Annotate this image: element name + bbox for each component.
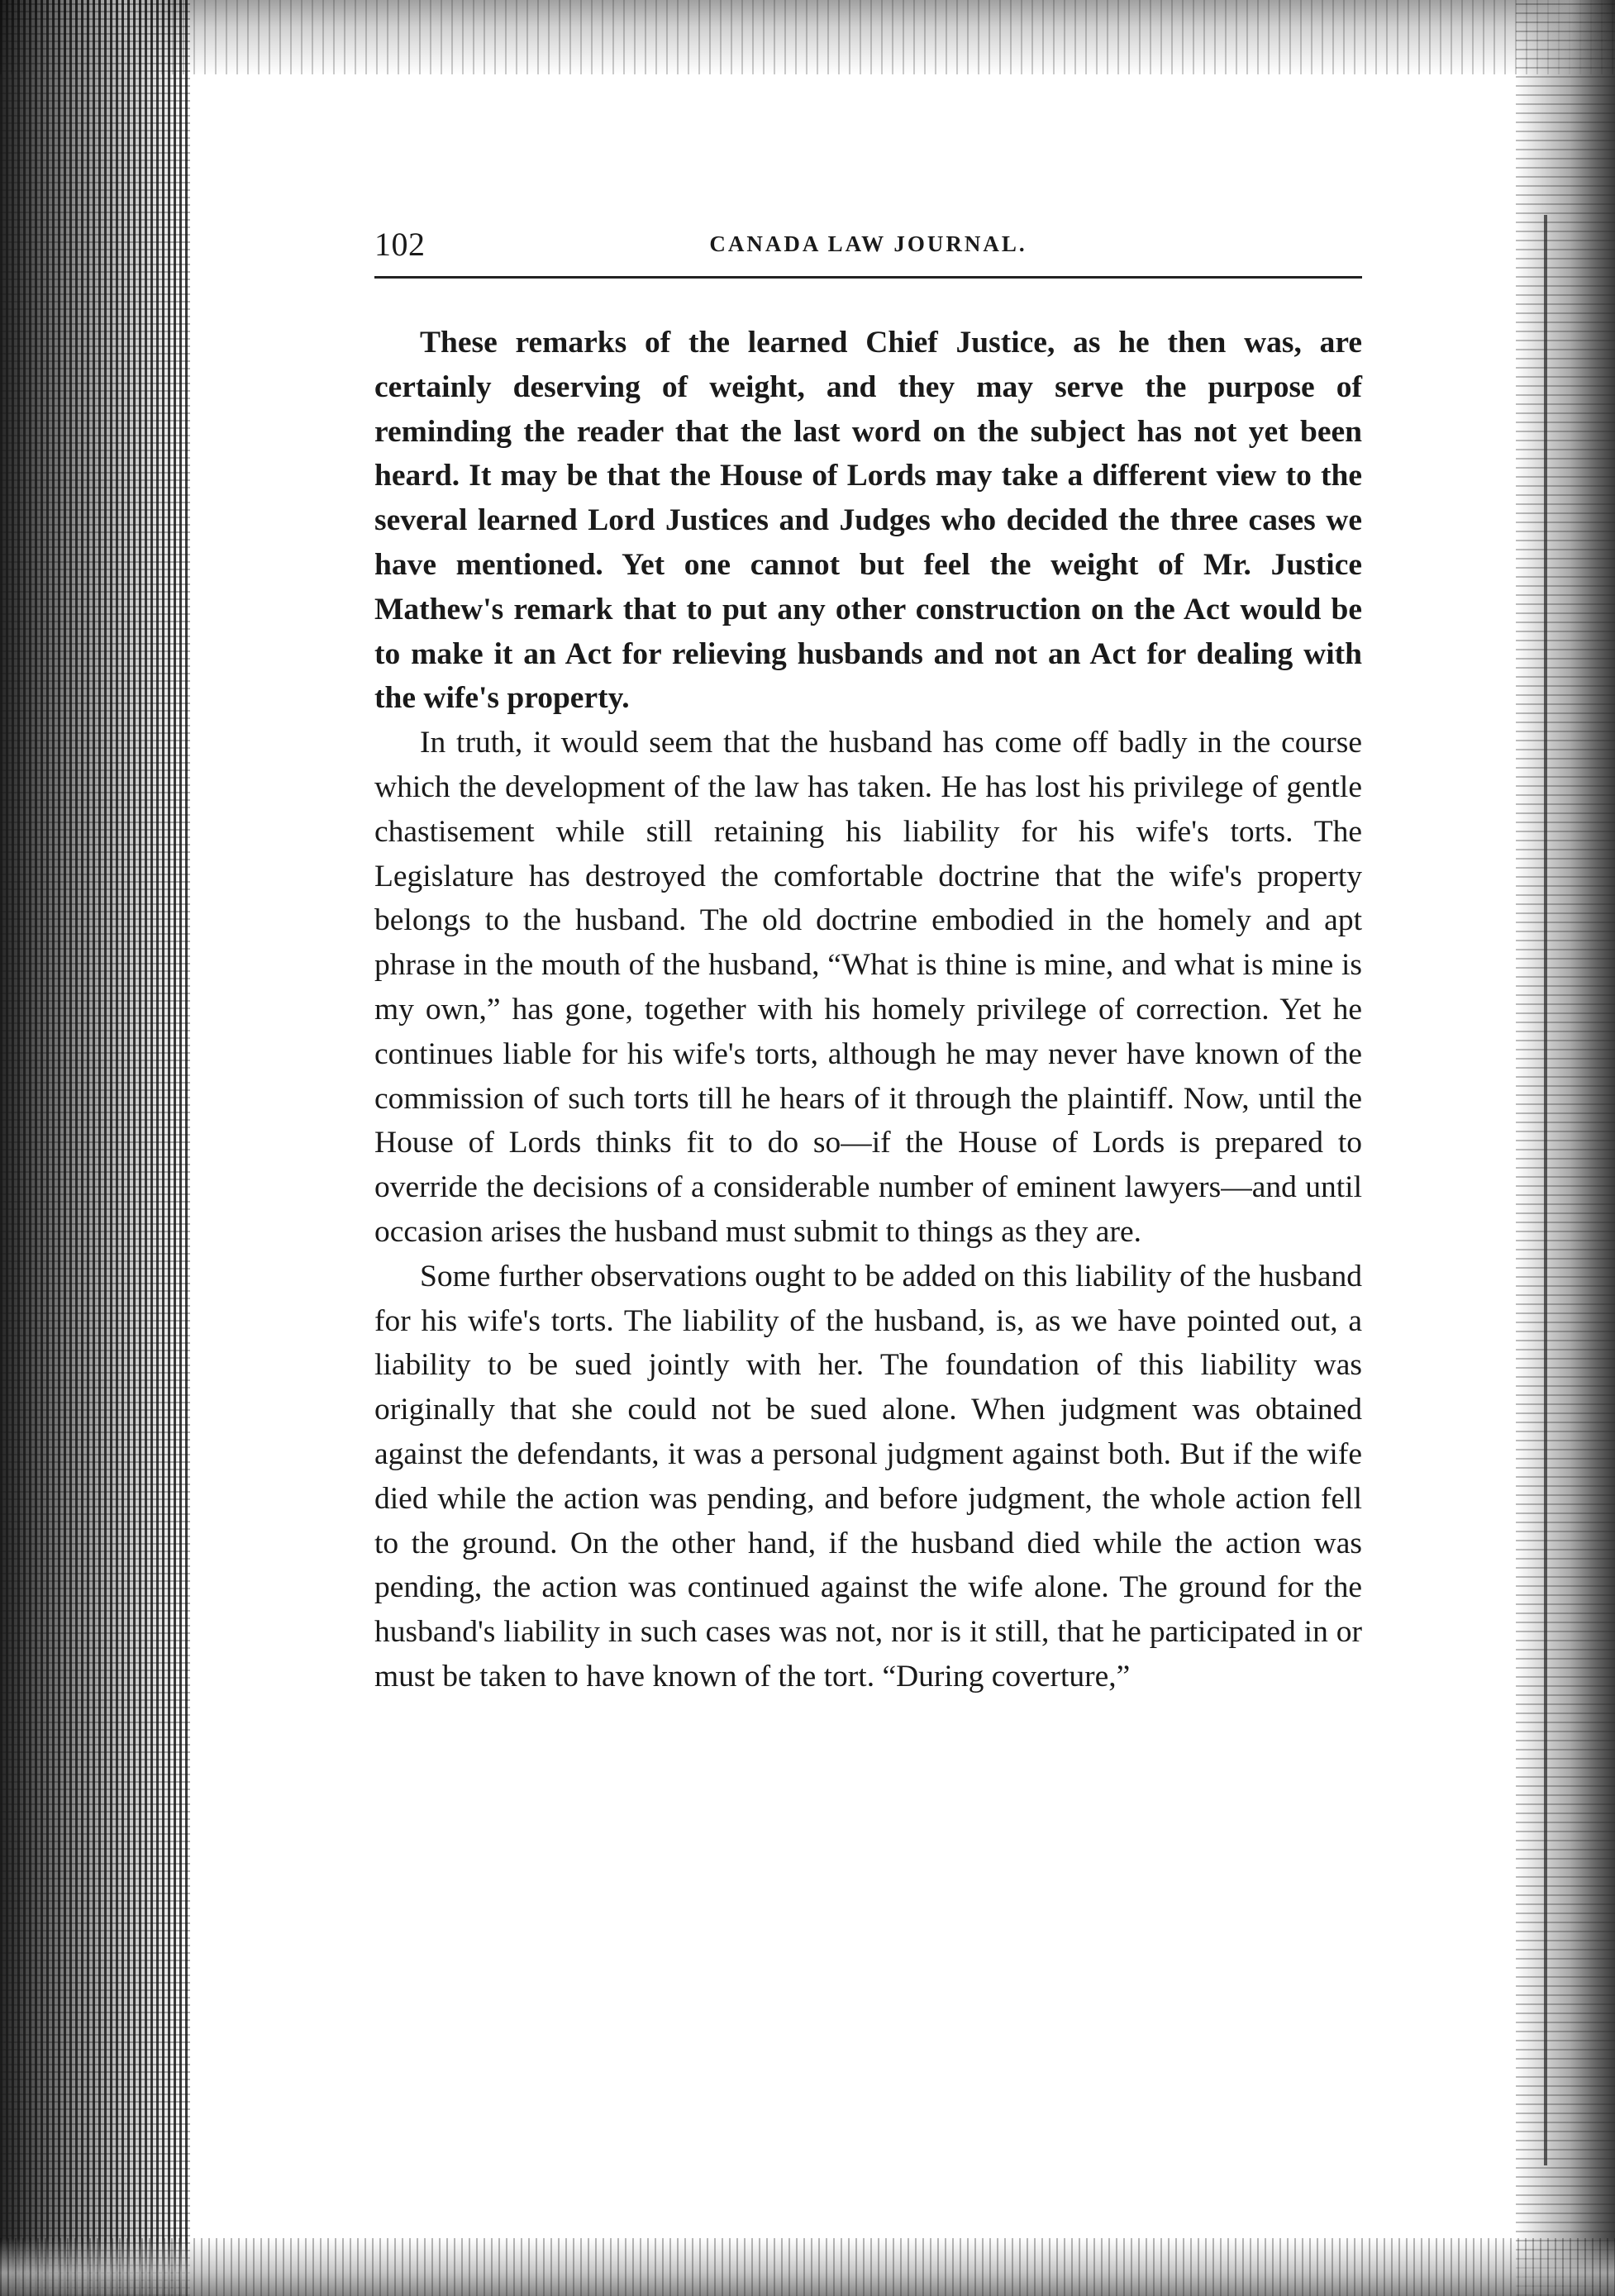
paragraph-2: In truth, it would seem that the husband has come off badly in the course which the development of the law has taken. He has lost his privilege of gentle chastisement while still retaining his liability for his wife's torts. The Legislature has destroyed the comfortable doctrine that the wife's property belongs to the husband. The old doctrine embodied in the homely and apt phrase in the mouth of the husband, “What is thine is mine, and what is mine is my own,” has gone, together with his homely privilege of correction. Yet he continues liable for his wife's torts, although he may never have known of the commission of such torts till he hears of it through the plaintiff. Now, until the House of Lords thinks fit to do so—if the House of Lords is prepared to override the decisions of a considerable number of eminent lawyers—and until occasion arises the husband must submit to things as they are. [374, 726, 1362, 1249]
paragraph-1: These remarks of the learned Chief Justice, as he then was, are certainly deserving of weight, and they may serve the purpose of reminding the reader that the last word on the subject has not yet been heard. It may be that the House of Lords may take a different view to the several learned Lord Justices and Judges who decided the three cases we have mentioned. Yet one cannot but feel the weight of Mr. Justice Mathew's remark that to put any other construction on the Act would be to make it an Act for relieving husbands and not an Act for dealing with the wife's property. [374, 326, 1362, 716]
scan-edge-right [1516, 0, 1615, 2296]
page-number: 102 [374, 226, 426, 263]
scan-edge-left [0, 0, 190, 2296]
journal-title: CANADA LAW JOURNAL. [709, 231, 1027, 256]
running-head [374, 222, 1362, 268]
article-body [374, 321, 1362, 1699]
paragraph-3: Some further observations ought to be added on this liability of the husband for his wife's torts. The liability of the husband, is, as we have pointed out, a liability to be sued jointly with her. The foundation of this liability was originally that she could not be sued alone. When judgment was obtained against the defendants, it was a personal judgment against both. But if the wife died while the action was pending, and before judgment, the whole action fell to the ground. On the other hand, if the husband died while the action was pending, the action was continued against the wife alone. The ground for the husband's liability in such cases was not, nor is it still, that he participated in or must be taken to have known of the tort. “During coverture,” [374, 1259, 1362, 1693]
journal-page [374, 222, 1362, 1693]
header-rule [374, 276, 1362, 279]
page-margin-rule [1544, 215, 1547, 2165]
scan-edge-top [0, 0, 1615, 74]
scan-edge-bottom [0, 2238, 1615, 2296]
